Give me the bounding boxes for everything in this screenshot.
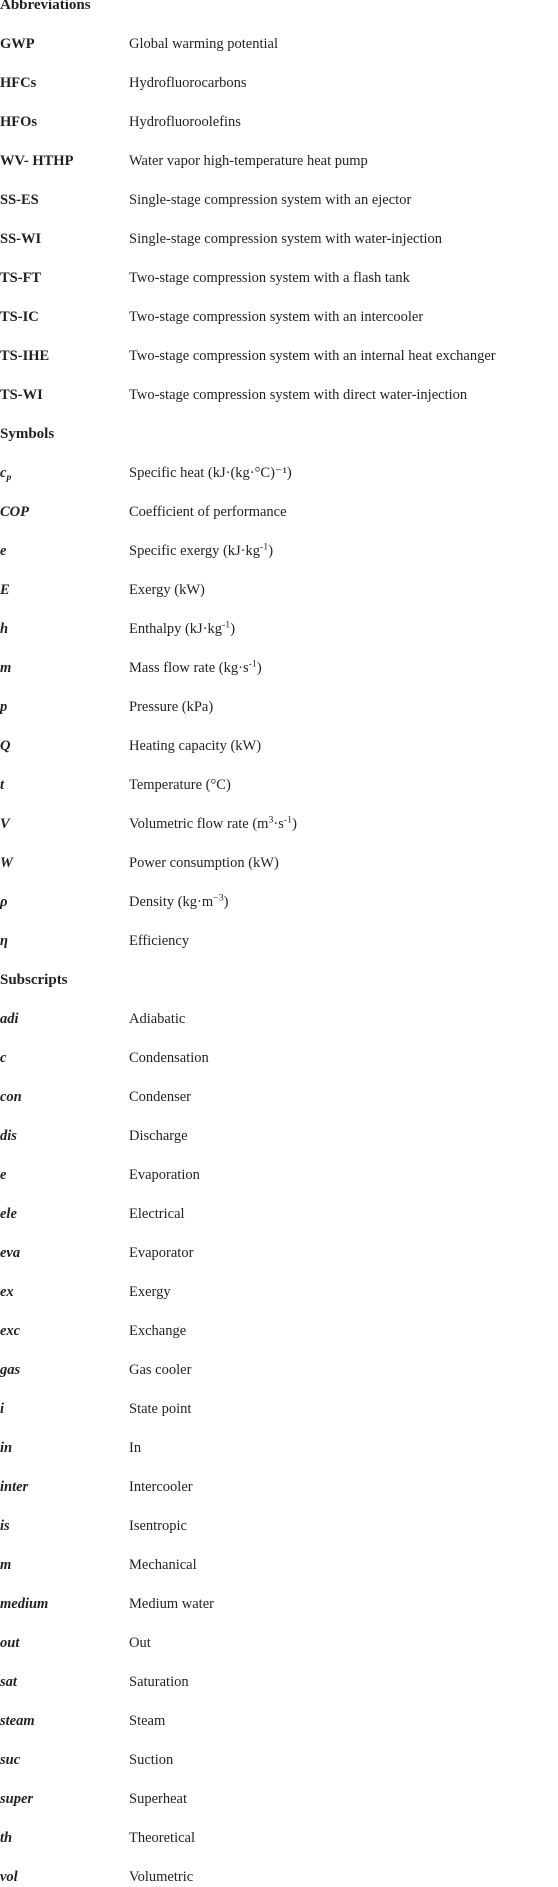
definition-superscript: -1: [248, 658, 257, 670]
nomenclature-row: [0, 1126, 558, 1146]
term-text: m: [0, 1557, 12, 1573]
definition-superscript: 3: [268, 814, 274, 826]
nomenclature-row: [0, 1360, 558, 1380]
term: [0, 1711, 35, 1731]
term: [0, 1438, 12, 1458]
nomenclature-row: [0, 931, 558, 951]
nomenclature-row: [0, 580, 558, 600]
definition-text: In: [129, 1440, 142, 1456]
nomenclature-row: [0, 1477, 558, 1497]
definition: [129, 1282, 171, 1302]
section-heading-subscripts: Subscripts: [0, 972, 68, 988]
nomenclature-row: [0, 1399, 558, 1419]
term: [0, 463, 11, 483]
term: [0, 736, 10, 756]
term: [0, 346, 49, 366]
definition: [129, 1321, 186, 1341]
definition-text: Suction: [129, 1752, 174, 1768]
nomenclature-row: [0, 307, 558, 327]
term-text: h: [0, 621, 9, 637]
definition-text: Steam: [129, 1713, 166, 1729]
definition-text: Condenser: [129, 1089, 192, 1105]
definition: [129, 1360, 191, 1380]
term-text: exc: [0, 1323, 21, 1339]
definition: [129, 1516, 187, 1536]
definition-text: Mechanical: [129, 1557, 197, 1573]
term-text: m: [0, 660, 12, 676]
nomenclature-row: [0, 1438, 558, 1458]
term-text: Q: [0, 738, 11, 754]
definition-text: Two-stage compression system with a flash tank: [129, 270, 410, 286]
nomenclature-row: [0, 1321, 558, 1341]
definition-text: Pressure (kPa): [129, 699, 214, 715]
section-heading-abbreviations: Abbreviations: [0, 0, 91, 13]
definition-text-end: ): [230, 621, 236, 637]
term-text: con: [0, 1089, 22, 1105]
term-text: is: [0, 1518, 10, 1534]
term: [0, 853, 13, 873]
term-text: TS-IC: [0, 309, 39, 325]
definition: [129, 1087, 191, 1107]
term: [0, 1516, 10, 1536]
definition-text: Evaporator: [129, 1245, 194, 1261]
term-text: dis: [0, 1128, 17, 1144]
nomenclature-row: [0, 1711, 558, 1731]
nomenclature-row: [0, 1672, 558, 1692]
term-text: WV- HTHP: [0, 153, 74, 169]
term-text: medium: [0, 1596, 49, 1612]
definition-text: Efficiency: [129, 933, 190, 949]
definition: [129, 1594, 214, 1614]
definition: [129, 34, 278, 54]
section-heading-symbols: Symbols: [0, 426, 55, 442]
definition: [129, 853, 279, 873]
definition-text-end: ): [268, 543, 274, 559]
definition-text: Condensation: [129, 1050, 209, 1066]
definition-text: Mass flow rate (kg·s: [129, 660, 249, 676]
term-text: HFCs: [0, 75, 37, 91]
definition-text: Exchange: [129, 1323, 187, 1339]
term: [0, 151, 73, 171]
term-text: η: [0, 933, 8, 949]
definition: [129, 580, 205, 600]
definition: [129, 541, 273, 561]
term: [0, 1828, 12, 1848]
term-text: adi: [0, 1011, 19, 1027]
definition-text: Two-stage compression system with an intercooler: [129, 309, 424, 325]
definition-text: Specific exergy (kJ·kg: [129, 543, 260, 559]
term: [0, 112, 37, 132]
term-text: eva: [0, 1245, 21, 1261]
nomenclature-row: [0, 346, 558, 366]
term: [0, 1594, 48, 1614]
nomenclature-row: [0, 775, 558, 795]
definition-text: Coefficient of performance: [129, 504, 287, 520]
definition-text: Heating capacity (kW): [129, 738, 262, 754]
definition: [129, 73, 247, 93]
term: [0, 1399, 4, 1419]
nomenclature-row: [0, 736, 558, 756]
term-text: TS-FT: [0, 270, 42, 286]
definition: [129, 619, 235, 639]
term: [0, 697, 7, 717]
nomenclature-row: [0, 1282, 558, 1302]
definition: [129, 1009, 185, 1029]
definition-superscript: -1: [222, 619, 231, 631]
nomenclature-row: [0, 697, 558, 717]
definition: [129, 1672, 189, 1692]
definition-text: Theoretical: [129, 1830, 196, 1846]
definition: [129, 1711, 165, 1731]
term: [0, 307, 39, 327]
definition: [129, 190, 411, 210]
definition-text: Single-stage compression system with an ejector: [129, 192, 412, 208]
definition-text: Electrical: [129, 1206, 185, 1222]
term-text: TS-WI: [0, 387, 43, 403]
definition-text: Saturation: [129, 1674, 189, 1690]
definition-text-mid: ·s: [273, 816, 284, 832]
term-text: E: [0, 582, 10, 598]
term-text: SS-WI: [0, 231, 42, 247]
term-subscript: p: [6, 471, 12, 483]
definition: [129, 1477, 193, 1497]
definition: [129, 229, 442, 249]
definition-text: Temperature (°C): [129, 777, 231, 793]
definition-text: Volumetric flow rate (m: [129, 816, 269, 832]
term: [0, 541, 6, 561]
nomenclature-row: [0, 1867, 558, 1887]
definition: [129, 931, 189, 951]
definition: [129, 736, 261, 756]
definition-text: Global warming potential: [129, 36, 278, 52]
term: [0, 1009, 19, 1029]
term: [0, 190, 39, 210]
term: [0, 1360, 20, 1380]
definition-text: Medium water: [129, 1596, 214, 1612]
nomenclature-row: [0, 385, 558, 405]
definition: [129, 1048, 209, 1068]
definition-superscript: −3: [213, 892, 224, 904]
nomenclature-row: [0, 1750, 558, 1770]
definition-text: Superheat: [129, 1791, 187, 1807]
definition-text: Power consumption (kW): [129, 855, 279, 871]
definition-text: Hydrofluoroolefins: [129, 114, 241, 130]
definition-text: Two-stage compression system with an internal heat exchanger: [129, 348, 496, 364]
term-text: V: [0, 816, 10, 832]
term: [0, 814, 10, 834]
definition-text: Evaporation: [129, 1167, 200, 1183]
term: [0, 1048, 6, 1068]
term: [0, 1282, 14, 1302]
definition: [129, 307, 423, 327]
definition-text: Density (kg·m: [129, 894, 214, 910]
definition-text-end: ): [292, 816, 297, 832]
term: [0, 1087, 22, 1107]
nomenclature-row: [0, 1204, 558, 1224]
nomenclature-row: [0, 151, 558, 171]
nomenclature-row: [0, 1594, 558, 1614]
nomenclature-row: [0, 892, 558, 912]
definition: [129, 775, 231, 795]
nomenclature-row: [0, 853, 558, 873]
term: [0, 1477, 28, 1497]
definition: [129, 1633, 151, 1653]
term-text: HFOs: [0, 114, 38, 130]
nomenclature-row: [0, 1243, 558, 1263]
term: [0, 1750, 20, 1770]
nomenclature-row: [0, 1165, 558, 1185]
term: [0, 1321, 20, 1341]
definition-text: Intercooler: [129, 1479, 193, 1495]
term: [0, 268, 41, 288]
nomenclature-row: [0, 814, 558, 834]
term-text: c: [0, 465, 7, 481]
term-text: COP: [0, 504, 29, 520]
term: [0, 931, 8, 951]
definition: [129, 1204, 185, 1224]
nomenclature-row: [0, 229, 558, 249]
term-text: W: [0, 855, 13, 871]
definition-superscript: -1: [260, 541, 269, 553]
term-text: GWP: [0, 36, 35, 52]
definition-text: Single-stage compression system with water-injection: [129, 231, 443, 247]
term-text: sat: [0, 1674, 17, 1690]
term: [0, 1672, 17, 1692]
term-text: i: [0, 1401, 5, 1417]
term-text: gas: [0, 1362, 21, 1378]
definition: [129, 1399, 191, 1419]
term-text: ele: [0, 1206, 17, 1222]
term-text: TS-IHE: [0, 348, 50, 364]
definition: [129, 697, 213, 717]
definition-text: Hydrofluorocarbons: [129, 75, 247, 91]
nomenclature-row: [0, 1828, 558, 1848]
term: [0, 385, 43, 405]
definition: [129, 814, 297, 834]
term: [0, 1633, 19, 1653]
definition-text: Volumetric: [129, 1869, 194, 1885]
term-text: inter: [0, 1479, 29, 1495]
term: [0, 580, 10, 600]
definition: [129, 463, 292, 483]
nomenclature-row: [0, 190, 558, 210]
definition: [129, 1555, 197, 1575]
definition-text: Enthalpy (kJ·kg: [129, 621, 223, 637]
nomenclature-row: [0, 34, 558, 54]
nomenclature-row: [0, 1516, 558, 1536]
definition: [129, 1165, 200, 1185]
definition-text: Discharge: [129, 1128, 188, 1144]
term-text: suc: [0, 1752, 21, 1768]
term: [0, 1165, 6, 1185]
definition: [129, 1867, 193, 1887]
term: [0, 1126, 17, 1146]
term-text: e: [0, 543, 7, 559]
nomenclature-row: [0, 1789, 558, 1809]
definition-text: Out: [129, 1635, 151, 1651]
definition: [129, 658, 262, 678]
term-text: super: [0, 1791, 34, 1807]
term: [0, 1243, 20, 1263]
definition-text: Water vapor high-temperature heat pump: [129, 153, 368, 169]
nomenclature-row: [0, 1555, 558, 1575]
term-text: out: [0, 1635, 20, 1651]
definition-text: Gas cooler: [129, 1362, 192, 1378]
definition-text: State point: [129, 1401, 192, 1417]
nomenclature-row: [0, 1633, 558, 1653]
nomenclature-row: [0, 619, 558, 639]
term-text: in: [0, 1440, 13, 1456]
term-text: SS-ES: [0, 192, 39, 208]
definition: [129, 112, 241, 132]
term: [0, 34, 35, 54]
nomenclature-row: [0, 1009, 558, 1029]
definition: [129, 385, 467, 405]
definition: [129, 1750, 173, 1770]
term-text: c: [0, 1050, 7, 1066]
definition: [129, 268, 410, 288]
definition-text: Two-stage compression system with direct water-injection: [129, 387, 468, 403]
definition: [129, 1828, 195, 1848]
nomenclature-row: [0, 541, 558, 561]
definition-superscript-2: -1: [283, 814, 293, 826]
term: [0, 1204, 17, 1224]
nomenclature-row: [0, 1048, 558, 1068]
term-text: e: [0, 1167, 7, 1183]
definition-text: Exergy: [129, 1284, 171, 1300]
definition: [129, 1438, 141, 1458]
definition-text-end: ): [223, 894, 229, 910]
nomenclature-row: [0, 502, 558, 522]
term-text: vol: [0, 1869, 18, 1885]
definition: [129, 1243, 193, 1263]
definition: [129, 1789, 187, 1809]
term-text: ex: [0, 1284, 14, 1300]
nomenclature-row: [0, 658, 558, 678]
term: [0, 1555, 11, 1575]
term-text: t: [0, 777, 5, 793]
definition: [129, 502, 287, 522]
term: [0, 619, 8, 639]
definition: [129, 1126, 188, 1146]
term: [0, 1867, 18, 1887]
term-text: steam: [0, 1713, 35, 1729]
term: [0, 1789, 33, 1809]
definition-text: Isentropic: [129, 1518, 187, 1534]
definition: [129, 151, 368, 171]
term: [0, 658, 11, 678]
definition-text: Specific heat (kJ·(kg·°C)⁻¹): [129, 465, 292, 481]
definition-text-end: ): [256, 660, 262, 676]
nomenclature-row: [0, 268, 558, 288]
term: [0, 229, 41, 249]
nomenclature-row: [0, 463, 558, 483]
term-text: p: [0, 699, 8, 715]
term: [0, 73, 36, 93]
term: [0, 502, 29, 522]
definition: [129, 346, 496, 366]
term: [0, 892, 7, 912]
term-text: ρ: [0, 894, 8, 910]
nomenclature-row: [0, 112, 558, 132]
term: [0, 775, 4, 795]
nomenclature-row: [0, 1087, 558, 1107]
term-text: th: [0, 1830, 13, 1846]
definition: [129, 892, 229, 912]
definition-text: Exergy (kW): [129, 582, 205, 598]
definition-text: Adiabatic: [129, 1011, 186, 1027]
nomenclature-row: [0, 73, 558, 93]
